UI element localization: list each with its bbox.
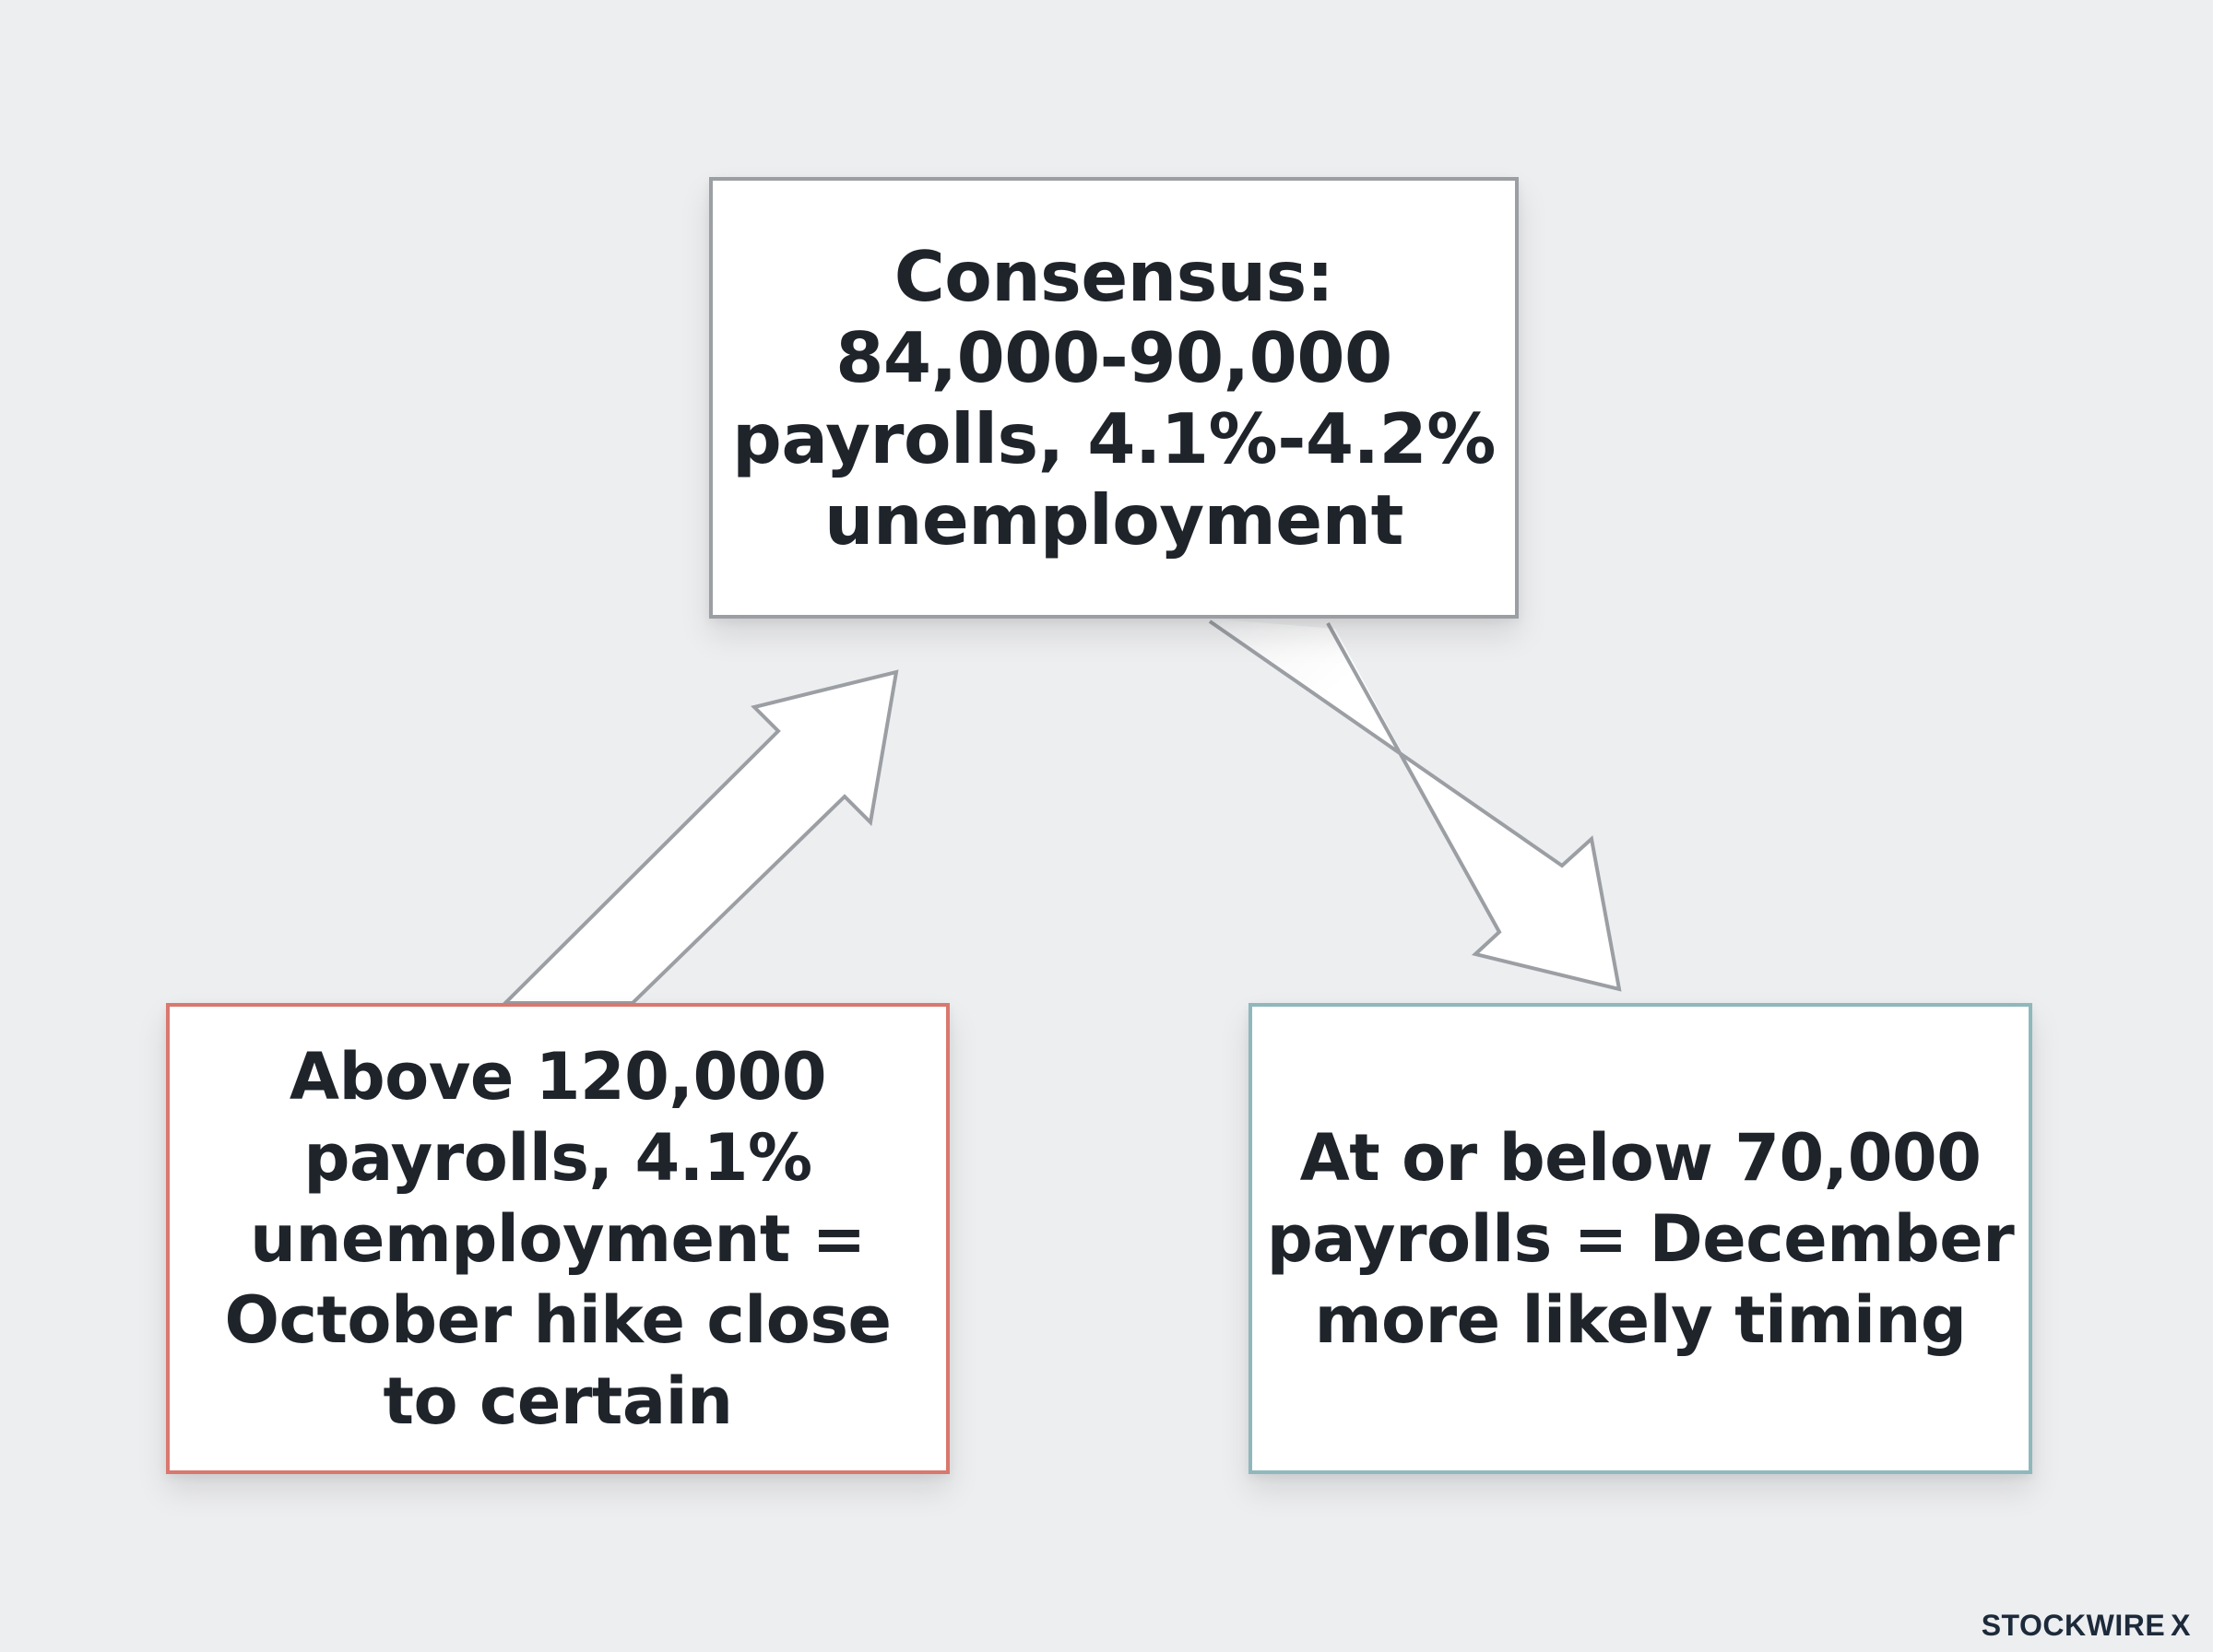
above-120000-scenario-text: Above 120,000 payrolls, 4.1% unemployment = October hike close to certain — [224, 1038, 892, 1439]
below-70000-scenario-box — [1249, 1003, 2032, 1474]
arrow-up-to-consensus — [505, 672, 896, 1003]
above-120000-scenario-box — [166, 1003, 950, 1474]
stockwire-logo — [1982, 1609, 2191, 1643]
below-70000-scenario-text: At or below 70,000 payrolls = December more likely timing — [1266, 1119, 2015, 1358]
consensus-text: Consensus: 84,000-90,000 payrolls, 4.1%-4.2% unemployment — [732, 235, 1496, 560]
logo-wordmark: STOCKWIRE — [1981, 1609, 2166, 1642]
logo-mark-icon: X — [2171, 1609, 2191, 1642]
arrow-down-to-right-box — [1210, 619, 1619, 989]
consensus-box — [709, 177, 1519, 619]
